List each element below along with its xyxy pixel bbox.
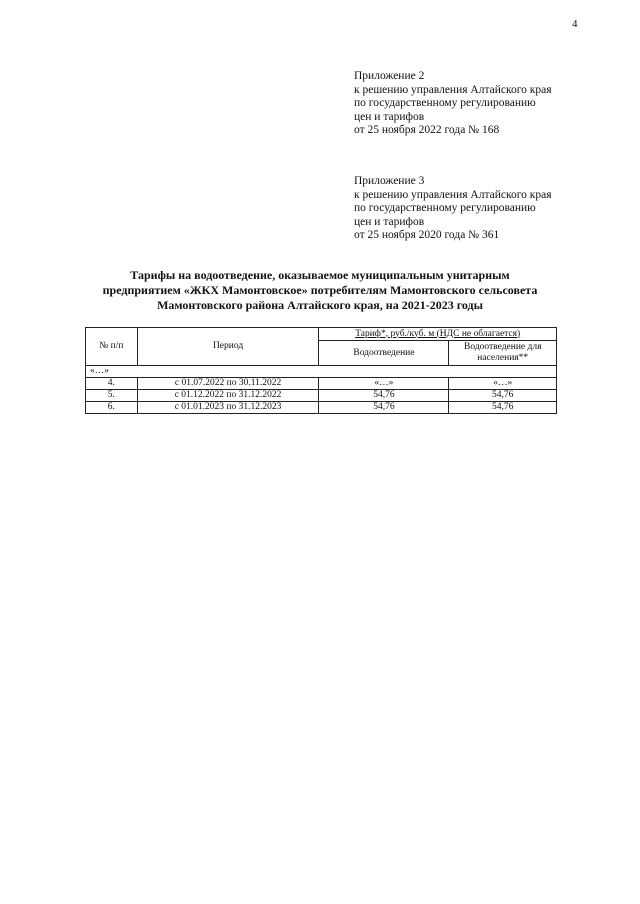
- title-line: предприятием «ЖКХ Мамонтовское» потребителям Мамонтовского сельсовета: [102, 283, 538, 297]
- header-tariff-group-label: Тариф*, руб./куб. м (НДС не облагается): [355, 328, 521, 339]
- appendix-3-line: Приложение 3: [354, 175, 425, 187]
- appendix-2-line: к решению управления Алтайского края: [354, 83, 552, 96]
- table-row-ellipsis: [86, 366, 557, 378]
- ellipsis-cell: «…»: [86, 366, 557, 378]
- row-population: 54,76: [449, 402, 557, 414]
- header-period: Период: [137, 328, 319, 366]
- title-line: Тарифы на водоотведение, оказываемое муниципальным унитарным: [130, 268, 510, 282]
- header-number: № п/п: [86, 328, 138, 366]
- table-row: [86, 378, 557, 390]
- appendix-3-line: по государственному регулированию: [354, 202, 536, 214]
- table-row: [86, 402, 557, 414]
- row-wastewater: 54,76: [319, 390, 449, 402]
- row-wastewater: 54,76: [319, 402, 449, 414]
- appendix-2-line: Приложение 2: [354, 70, 425, 82]
- row-population: 54,76: [449, 390, 557, 402]
- title-line: Мамонтовского района Алтайского края, на 2021-2023 годы: [157, 298, 483, 312]
- appendix-2-header: [354, 70, 552, 138]
- row-period: с 01.07.2022 по 30.11.2022: [137, 378, 319, 390]
- row-period: с 01.01.2023 по 31.12.2023: [137, 402, 319, 414]
- document-title: [80, 268, 560, 313]
- row-population: «…»: [449, 378, 557, 390]
- table-row: [86, 390, 557, 402]
- appendix-3-line: от 25 ноября 2020 года № 361: [354, 229, 500, 241]
- header-wastewater-population: Водоотведение для населения**: [449, 341, 557, 366]
- appendix-2-line: по государственному регулированию: [354, 97, 536, 109]
- appendix-2-line: от 25 ноября 2022 года № 168: [354, 124, 500, 136]
- table-header-row: [86, 328, 557, 341]
- row-wastewater: «…»: [319, 378, 449, 390]
- page-number: 4: [572, 18, 578, 30]
- row-number: 6.: [86, 402, 138, 414]
- tariff-table: [85, 327, 557, 414]
- row-number: 5.: [86, 390, 138, 402]
- row-number: 4.: [86, 378, 138, 390]
- header-wastewater: Водоотведение: [319, 341, 449, 366]
- appendix-3-header: [354, 175, 552, 243]
- appendix-2-line: цен и тарифов: [354, 110, 425, 123]
- row-period: с 01.12.2022 по 31.12.2022: [137, 390, 319, 402]
- header-tariff-group: [319, 328, 557, 341]
- appendix-3-line: цен и тарифов: [354, 215, 425, 228]
- appendix-3-line: к решению управления Алтайского края: [354, 188, 552, 201]
